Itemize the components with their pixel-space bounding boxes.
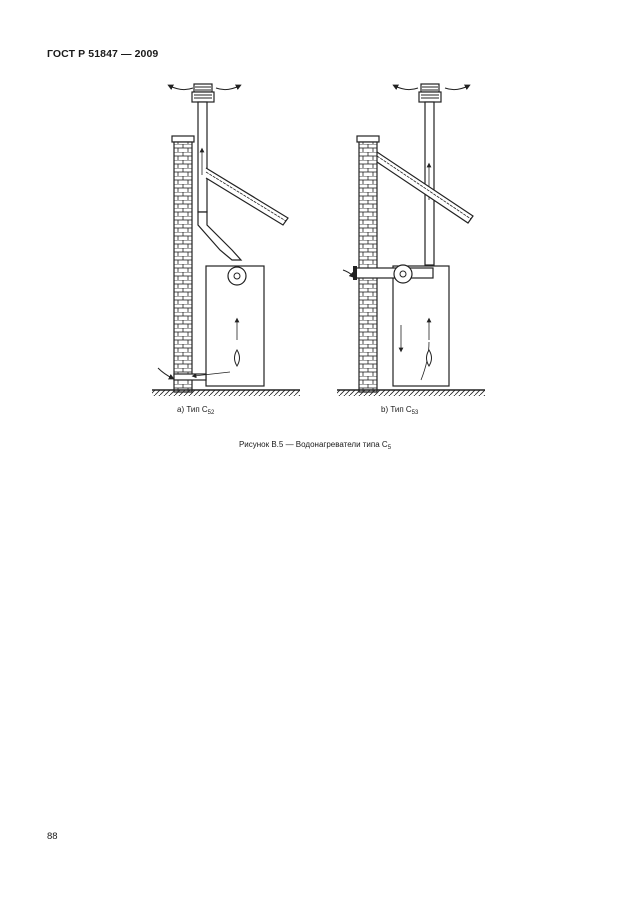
burner-flame-b (427, 350, 432, 366)
flue-bend (198, 212, 241, 260)
wind-arrow-left (395, 86, 418, 90)
wind-arrow-right (445, 86, 468, 90)
flue-terminal (192, 84, 214, 102)
ground-b (337, 390, 485, 396)
flue-pipe (425, 102, 434, 265)
figure-b-label: b) Тип $C_{53}$ (381, 405, 419, 416)
flue-pipe (198, 102, 207, 212)
figure-a-diagram (140, 80, 305, 400)
fan-a (228, 267, 246, 285)
roof (206, 168, 288, 225)
ground-a (152, 390, 300, 396)
page-number: 88 (47, 831, 58, 842)
wind-arrow-left (170, 86, 193, 90)
chimney (172, 136, 194, 392)
figure-a-label: а) Тип $C_{52}$ (177, 405, 215, 416)
chimney (357, 136, 379, 392)
document-header: ГОСТ Р 51847 — 2009 (47, 48, 159, 60)
flue-terminal (419, 84, 441, 102)
wind-arrow-right (216, 86, 239, 90)
fan-b (394, 265, 412, 283)
burner-flame-a (235, 350, 240, 366)
figure-caption: Рисунок В.5 — Водонагреватели типа $C_5$ (238, 440, 392, 451)
figure-b-diagram (325, 80, 490, 400)
